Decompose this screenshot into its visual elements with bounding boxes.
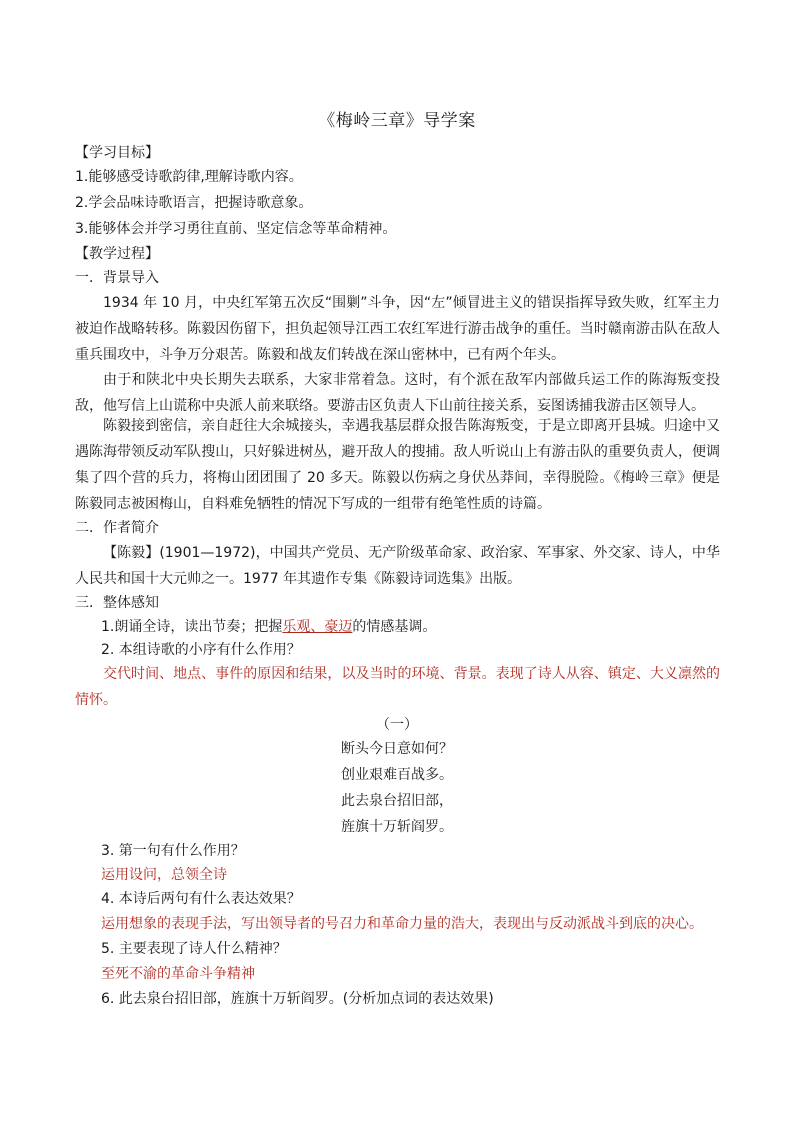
question-6: 6. 此去泉台招旧部，旌旗十万斩阎罗。(分析加点词的表达效果) xyxy=(101,991,494,1007)
answer-5: 至死不渝的革命斗争精神 xyxy=(101,966,255,982)
poem-number: （一） xyxy=(376,717,418,733)
process-header: 【教学过程】 xyxy=(75,246,159,262)
question-1 xyxy=(101,617,436,637)
background-paragraph-2: 由于和陕北中央长期失去联系，大家非常着急。这时，有个派在敌军内部做兵运工作的陈海叛变投敌，他写信上山谎称中央派人前来联络。要游击区负责人下山前往接关系，妄图诱捕我游击区领导人。 xyxy=(75,372,720,414)
question-1-answer: 乐观、豪迈 xyxy=(282,619,353,635)
question-1-text-end: 的情感基调。 xyxy=(352,619,437,635)
section-heading-author: 二．作者简介 xyxy=(75,520,159,536)
poem-line-4: 旌旗十万斩阎罗。 xyxy=(341,819,453,835)
question-5: 5. 主要表现了诗人什么精神？ xyxy=(101,941,287,957)
question-3: 3. 第一句有什么作用？ xyxy=(101,843,245,859)
page-title: 《梅岭三章》导学案 xyxy=(318,111,476,131)
author-bio-text: (1901—1972)，中国共产党员、无产阶级革命家、政治家、军事家、外交家、诗人，中华人民共和国十大元帅之一。1977 年其遗作专集《陈毅诗词选集》出版。 xyxy=(75,545,721,587)
question-2: 2. 本组诗歌的小序有什么作用？ xyxy=(101,642,301,658)
answer-4: 运用想象的表现手法，写出领导者的号召力和革命力量的浩大，表现出与反动派战斗到底的决心。 xyxy=(101,916,703,932)
background-paragraph-1: 1934 年 10 月，中央红军第五次反“围剿”斗争，因“左”倾冒进主义的错误指挥导致失败，红军主力被迫作战略转移。陈毅因伤留下，担负起领导江西工农红军进行游击战争的重任。当时赣南游击队在敌人重兵围攻中，斗争万分艰苦。陈毅和战友们转战在深山密林中，已有两个年头。 xyxy=(75,295,720,363)
answer-3: 运用设问，总领全诗 xyxy=(101,867,227,883)
author-name-label: 【陈毅】 xyxy=(103,545,160,561)
question-4: 4. 本诗后两句有什么表达效果？ xyxy=(101,891,301,907)
goal-item-1: 1.能够感受诗歌韵律,理解诗歌内容。 xyxy=(75,169,303,185)
author-paragraph xyxy=(75,540,720,592)
poem-line-3: 此去泉台招旧部， xyxy=(341,793,453,809)
goal-item-2: 2.学会品味诗歌语言，把握诗歌意象。 xyxy=(75,195,313,211)
goals-header: 【学习目标】 xyxy=(75,145,159,161)
answer-2: 交代时间、地点、事件的原因和结果，以及当时的环境、背景。表现了诗人从容、镇定、大义凛然的情怀。 xyxy=(75,666,720,708)
section-heading-overview: 三．整体感知 xyxy=(75,595,159,611)
goal-item-3: 3.能够体会并学习勇往直前、坚定信念等革命精神。 xyxy=(75,221,397,237)
poem-line-1: 断头今日意如何？ xyxy=(341,741,453,757)
section-heading-background: 一．背景导入 xyxy=(75,270,159,286)
question-1-text: 1.朗诵全诗，读出节奏；把握 xyxy=(101,619,283,635)
background-paragraph-3: 陈毅接到密信，亲自赶往大余城接头，幸遇我基层群众报告陈海叛变，于是立即离开县城。归途中又遇陈海带领反动军队搜山，只好躲进树丛，避开敌人的搜捕。敌人听说山上有游击队的重要负责人，便调集了四个营的兵力，将梅山团团围了 20 多天。陈毅以伤病之身伏丛莽间，幸得脱险。《梅岭三章》便是陈毅同志被困梅山，自料难免牺牲的情况下写成的一组带有绝笔性质的诗篇。 xyxy=(75,418,720,512)
poem-line-2: 创业艰难百战多。 xyxy=(341,767,453,783)
